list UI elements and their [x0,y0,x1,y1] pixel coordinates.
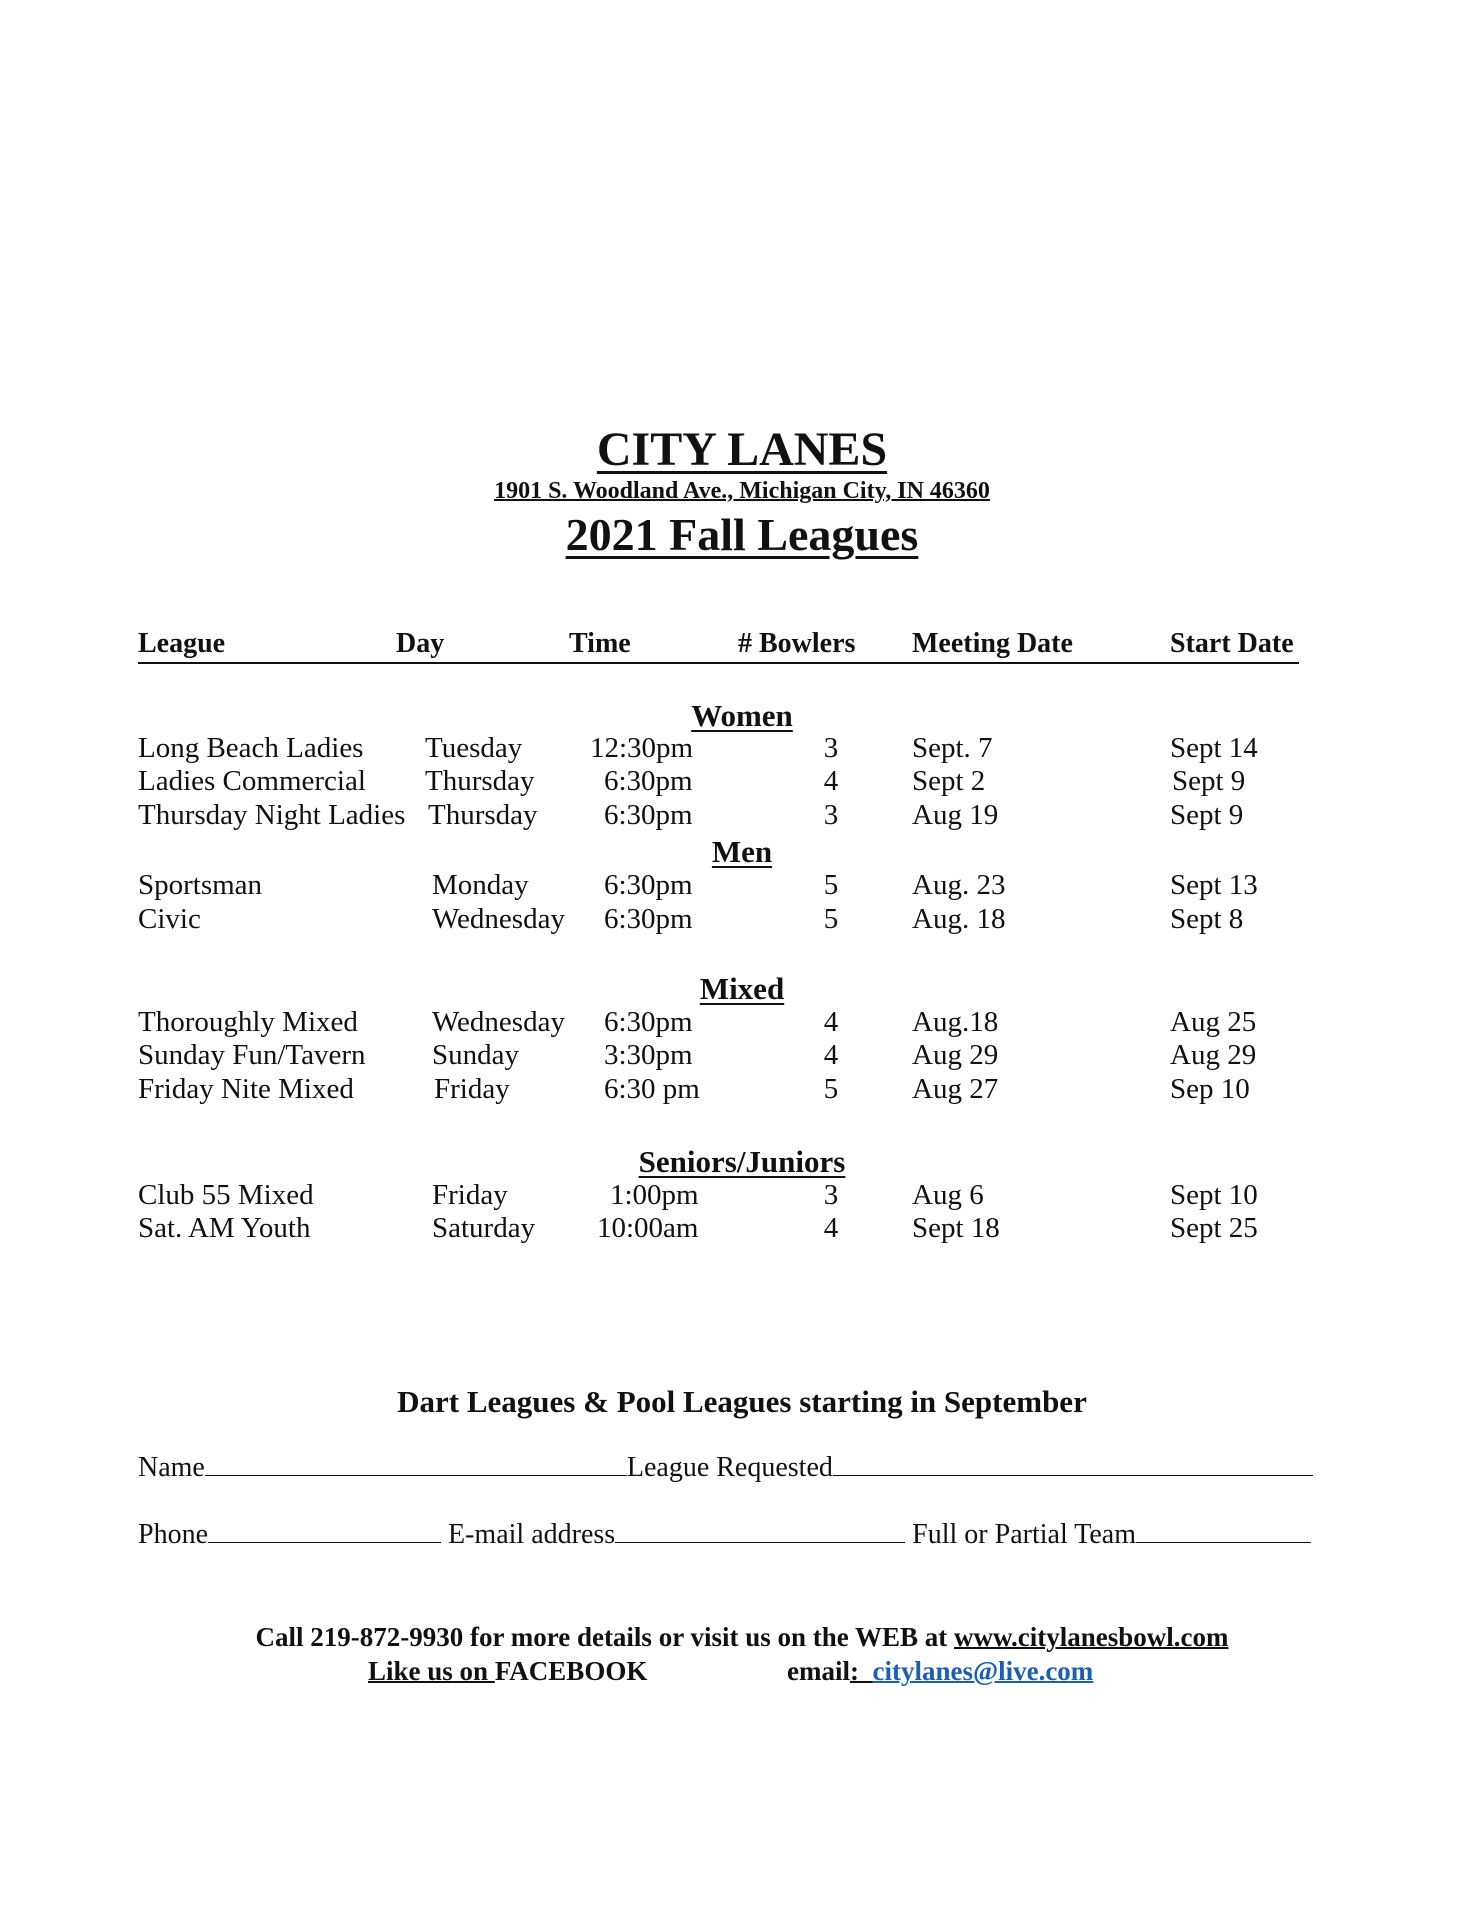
league-meeting-date: Aug.18 [912,1006,999,1038]
league-time: 12:30pm [590,732,694,764]
league-name: Sportsman [138,869,263,901]
league-start-date: Sept 13 [1170,869,1258,901]
facebook-line [368,1656,647,1687]
league-requested-label: League Requested [626,1452,833,1483]
league-meeting-date: Aug. 23 [912,869,1006,901]
league-day: Monday [432,869,529,901]
team-blank[interactable] [1136,1542,1311,1543]
col-header-start-date: Start Date [1170,628,1294,659]
col-header-meeting-date: Meeting Date [912,628,1073,659]
league-start-date: Sept 10 [1170,1179,1258,1211]
league-meeting-date: Aug 29 [912,1039,999,1071]
team-label: Full or Partial Team [912,1519,1136,1550]
league-meeting-date: Sept 18 [912,1212,1000,1244]
league-bowlers: 5 [823,903,839,935]
league-bowlers: 5 [823,869,839,901]
league-name: Thursday Night Ladies [138,799,406,831]
col-header-bowlers: # Bowlers [738,628,856,659]
col-header-league: League [138,628,226,659]
header-divider [138,662,1299,664]
league-start-date: Sept 9 [1172,765,1246,797]
league-meeting-date: Aug 6 [912,1179,984,1211]
email-blank[interactable] [615,1542,905,1543]
league-meeting-date: Aug 27 [912,1073,999,1105]
league-day: Wednesday [432,903,565,935]
league-bowlers: 3 [823,1179,839,1211]
league-start-date: Aug 25 [1170,1006,1257,1038]
league-name: Thoroughly Mixed [138,1006,358,1038]
league-requested-blank[interactable] [833,1475,1313,1476]
league-time: 6:30 pm [604,1073,700,1105]
section-heading-mixed: Mixed [699,971,785,1006]
league-name: Ladies Commercial [138,765,366,797]
section-heading-men: Men [711,834,773,869]
phone-blank[interactable] [208,1542,441,1543]
league-bowlers: 4 [823,765,839,797]
league-time: 6:30pm [604,765,693,797]
league-name: Long Beach Ladies [138,732,364,764]
name-label: Name [138,1452,205,1483]
email-label-text: email [787,1656,850,1686]
league-start-date: Sept 8 [1170,903,1244,935]
league-meeting-date: Sept. 7 [912,732,993,764]
league-name: Sat. AM Youth [138,1212,311,1244]
league-meeting-date: Aug 19 [912,799,999,831]
call-text: Call 219-872-9930 for more details or visit us on the WEB at [255,1622,954,1652]
address: 1901 S. Woodland Ave., Michigan City, IN 46360 [494,478,990,504]
email-line [787,1656,1093,1687]
league-day: Tuesday [425,732,523,764]
email-label: E-mail address [448,1519,616,1550]
page-title: CITY LANES [596,423,888,476]
league-start-date: Sep 10 [1170,1073,1250,1105]
league-bowlers: 3 [823,799,839,831]
league-time: 6:30pm [604,799,693,831]
league-time: 6:30pm [604,869,693,901]
email-colon: : [849,1656,859,1686]
website-link[interactable]: www.citylanesbowl.com [954,1622,1229,1652]
league-time: 1:00pm [610,1179,699,1211]
league-name: Sunday Fun/Tavern [138,1039,366,1071]
col-header-time: Time [569,628,631,659]
phone-label: Phone [138,1519,208,1550]
league-day: Friday [432,1179,508,1211]
league-meeting-date: Sept 2 [912,765,986,797]
col-header-day: Day [396,628,445,659]
name-field-row [138,1452,1313,1484]
league-time: 6:30pm [604,903,693,935]
league-day: Thursday [425,765,535,797]
league-bowlers: 4 [823,1212,839,1244]
league-time: 10:00am [597,1212,699,1244]
league-name: Club 55 Mixed [138,1179,314,1211]
section-heading-women: Women [691,698,793,733]
league-bowlers: 4 [823,1006,839,1038]
league-meeting-date: Aug. 18 [912,903,1006,935]
league-day: Friday [434,1073,510,1105]
league-start-date: Sept 9 [1170,799,1244,831]
phone-field-row [138,1519,1311,1551]
name-blank[interactable] [205,1475,627,1476]
league-bowlers: 3 [823,732,839,764]
league-bowlers: 4 [823,1039,839,1071]
league-start-date: Sept 14 [1170,732,1258,764]
section-heading-seniors-juniors: Seniors/Juniors [638,1144,846,1179]
league-day: Sunday [432,1039,519,1071]
league-start-date: Aug 29 [1170,1039,1257,1071]
email-link[interactable]: citylanes@live.com [872,1656,1094,1686]
dart-pool-announcement: Dart Leagues & Pool Leagues starting in September [397,1384,1087,1419]
league-name: Civic [138,903,201,935]
league-name: Friday Nite Mixed [138,1073,354,1105]
league-start-date: Sept 25 [1170,1212,1258,1244]
league-day: Thursday [428,799,538,831]
league-time: 3:30pm [604,1039,693,1071]
league-day: Wednesday [432,1006,565,1038]
facebook-link[interactable]: FACEBOOK [494,1656,648,1686]
like-us-text: Like us on [368,1656,495,1686]
league-day: Saturday [432,1212,536,1244]
page-subtitle: 2021 Fall Leagues [565,509,919,560]
contact-line [0,1622,1484,1653]
league-time: 6:30pm [604,1006,693,1038]
league-bowlers: 5 [823,1073,839,1105]
